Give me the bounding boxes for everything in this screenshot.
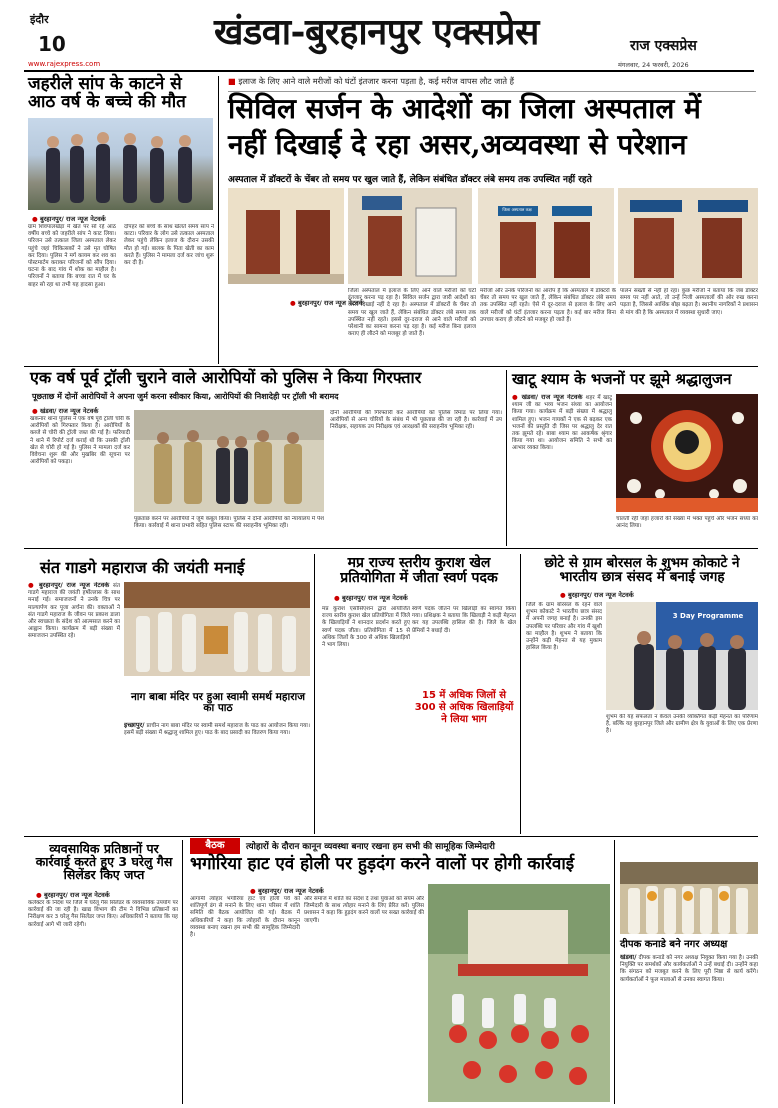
masthead-title: खंडवा-बुरहानपुर एक्सप्रेस xyxy=(214,11,539,53)
trolley-body: खकनार थाना पुलिस ने एक वर्ष पूर्व ट्रॉली चोरी के आरोपियों को गिरफ्तार किया है। आरोपियों के कब्जे से चोरी की ट्रॉली जब्त की गई है। फरियादी ने थाने में रिपोर्ट दर्ज कराई थी कि उसकी ट्रॉली खेत से चोरी हो गई है। पुलिस ने मामला दर्ज कर विवेचना शुरू की और मुखबिर की सूचना पर आरोपियों को पकड़ा। xyxy=(30,416,130,466)
lead-byline: ● बुरहानपुर/ राज न्यूज नेटवर्क xyxy=(290,299,364,307)
hospital-photo-3 xyxy=(478,188,614,284)
page-number: 10 xyxy=(38,32,66,56)
khatu-body-2: चालती रही जहां हजारों की संख्या में भक्त पहुंचे और भजन संध्या का आनंद लिया। xyxy=(616,516,758,530)
gas-body: कलेक्टर के निर्देश पर जिले में घरेलू गैस सिलेंडर के व्यवसायिक उपयोग पर कार्रवाई की जा रही है। खाद्य विभाग की टीम ने विभिन्न प्रतिष्ठानों का निरीक्षण कर 3 घरेलू गैस सिलेंडर जप्त किए। अधिकारियों ने बताया कि यह कार्रवाई आगे भी जारी रहेगी। xyxy=(28,900,178,928)
snake-column-rule xyxy=(218,76,219,364)
trolley-body-3: दोनों आरोपियों की गिरफ्तारी कर आरोपियों को पुलिस रिमांड पर लिया गया। आरोपियों से अन्य चोरियों के संबंध में भी पूछताछ की जा रही है। कार्रवाई में उप निरीक्षक, सहायक उप निरीक्षक एवं आरक्षकों की सराहनीय भूमिका रही। xyxy=(330,410,502,431)
hospital-door-image xyxy=(228,188,344,284)
borsal-body-2: शुभम की यह सफलता न केवल उनकी व्यक्तिगत कड़ी मेहनत का परिणाम है, बल्कि यह बुरहानपुर जिले और ग्रामीण क्षेत्र के युवाओं के लिए एक प्रेरणा है। xyxy=(606,714,758,735)
trolley-subhead: पूछताछ में दोनों आरोपियों ने अपना जुर्म करना स्वीकार किया, आरोपियों की निशादेही पर ट्रॉली भी बरामद xyxy=(32,392,339,401)
hospital-chamber-image xyxy=(478,188,614,284)
page-city: इंदौर xyxy=(30,13,49,26)
nag-baba-body: इच्छापुर/ प्राचीन नाग बाबा मंदिर पर स्वामी समर्थ महाराज के पाठ का आयोजन किया गया। इसमें बड़ी संख्या में श्रद्धालु शामिल हुए। पाठ के बाद प्रसादी का वितरण किया गया। xyxy=(124,722,310,737)
lead-body-col3: पालन सख्ती से नहीं हो रहा। कुछ मरीजों ने बताया कि जब डॉक्टर समय पर नहीं आते, तो उन्हें निजी अस्पतालों की ओर रुख करना पड़ता है, जिससे आर्थिक बोझ बढ़ता है। स्थानीय नागरिकों ने प्रशासन से मांग की है कि अस्पताल में व्यवस्था सुधारी जाए। xyxy=(620,288,758,316)
lead-photo-sign: जिला अस्पताल कक्ष xyxy=(502,207,532,212)
snake-headline: जहरीले सांप के काटने से आठ वर्ष के बच्चे की मौत xyxy=(28,74,186,112)
bhagoria-tag: बैठक xyxy=(190,838,240,854)
deepak-photo xyxy=(620,862,758,934)
trolley-byline: ● खंडवा/ राज न्यूज नेटवर्क xyxy=(32,407,99,415)
bhagoria-byline: ● बुरहानपुर/ राज न्यूज नेटवर्क xyxy=(250,887,324,895)
kurash-callout: 15 में अधिक जिलों से 300 से अधिक खिलाड़ियों ने लिया भाग xyxy=(414,690,514,725)
hospital-photo-4 xyxy=(618,188,758,284)
khatu-body: ● खंडवा/ राज न्यूज नेटवर्क शहर में खाटू श्याम जी का भव्य भजन संध्या का आयोजन किया गया। कार्यक्रम में बड़ी संख्या में श्रद्धालु शामिल हुए। भजन गायकों ने एक से बढ़कर एक भजनों की प्रस्तुति दी जिस पर श्रद्धालु देर रात तक झूमते रहे। बाबा श्याम का आकर्षक श्रृंगार किया गया था। आयोजन समिति ने सभी का आभार व्यक्त किया। xyxy=(512,394,612,452)
ceremony-group-image xyxy=(124,582,310,676)
lead-body-col2: मरीजों और उनके परिजनों का आरोप है कि अस्पताल में डॉक्टरों के चेंबर तो समय पर खुल जाते हैं, लेकिन संबंधित डॉक्टर लंबे समय तक उपस्थित नहीं रहते। ऐसे में दूर-दराज से इलाज के लिए आने वाले मरीजों को घंटों इंतजार करना पड़ता है। कई बार मरीज बिना उपचार कराए ही लौटने को मजबूर हो जाते हैं। xyxy=(480,288,616,323)
peace-committee-meeting-image xyxy=(428,884,610,1102)
snake-body: ग्राम शिवपालखेड़ा में खेत पर सो रहे आठ वर्षीय बच्चे को जहरीले सांप ने काट लिया। परिजन उसे तत्काल जिला अस्पताल लेकर पहुंचे जहां चिकित्सकों ने उसे मृत घोषित कर दिया। पुलिस ने मर्ग कायम कर शव का पोस्टमार्टम कराकर परिजनों को सौंप दिया। घटना के बाद गांव में शोक का माहौल है। परिजनों ने बताया कि बच्चा रात में घर के बाहर सो रहा था तभी यह हादसा हुआ। xyxy=(28,224,116,288)
bhagoria-body-2: और समाज में शांति का संदेश दें तथा युवाओं को संयम और जिम्मेदारी के साथ त्योहार मनाने के लिए प्रेरित करें। पुलिस प्रशासन ने कहा कि हुड़दंग करने वालों पर सख्त कार्रवाई की जाएगी। xyxy=(304,896,424,924)
khatu-photo xyxy=(616,394,758,512)
deepak-body: खंडवा/ दीपक कनाडे को नगर अध्यक्ष नियुक्त किया गया है। उनकी नियुक्ति पर समर्थकों और कार्यकर्ताओं ने उन्हें बधाई दी। उन्होंने कहा कि संगठन को मजबूत करने के लिए पूरी निष्ठा से कार्य करेंगे। कार्यकर्ताओं ने फूल मालाओं से उनका स्वागत किया। xyxy=(620,954,758,983)
gas-byline: ● बुरहानपुर/ राज न्यूज नेटवर्क xyxy=(36,891,110,899)
kurash-body-2: स्वर्ण पदक जीतने पर खिलाड़ी का स्वागत किया गया। प्रशिक्षक ने बताया कि खिलाड़ी ने कड़ी मेहनत कर यह उपलब्धि हासिल की है। जिले के खेल प्रेमियों ने बधाई दी। xyxy=(412,606,516,634)
kurash-body: मप्र कुराश एसोसिएशन द्वारा आयोजित राज्य स्तरीय कुराश खेल प्रतियोगिता में जिले के खिलाड़ियों ने शानदार प्रदर्शन करते हुए स्वर्ण पदक जीता। प्रतियोगिता में 15 से अधिक जिलों के 300 से अधिक खिलाड़ियों ने भाग लिया। xyxy=(322,606,410,649)
website-url: www.rajexpress.com xyxy=(28,60,101,68)
gas-headline: व्यवसायिक प्रतिष्ठानों पर कार्रवाई करते हुए 3 घरेलु गैस सिलेंडर किए जप्त xyxy=(35,841,173,883)
kurash-column-rule xyxy=(520,554,521,834)
khatu-headline: खाटू श्याम के भजनों पर झूमे श्रद्धालुजन xyxy=(512,370,732,388)
snake-byline: ● बुरहानपुर/ राज न्यूज नेटवर्क xyxy=(32,215,106,223)
bhagoria-photo xyxy=(428,884,610,1102)
gadge-photo xyxy=(124,582,310,676)
bhagoria-column-rule xyxy=(614,840,615,1104)
gadge-body: ● बुरहानपुर/ राज न्यूज नेटवर्क संत गाडगे महाराज की जयंती हर्षोल्लास के साथ मनाई गई। समाजजनों ने उनके चित्र पर माल्यार्पण कर पूजा अर्चना की। वक्ताओं ने संत गाडगे महाराज के जीवन पर प्रकाश डाला और स्वच्छता के संदेश को आत्मसात करने का आह्वान किया। कार्यक्रम में बड़ी संख्या में समाजजन उपस्थित रहे। xyxy=(28,582,120,640)
kurash-headline: मप्र राज्य स्तरीय कुराश खेल प्रतियोगिता में जीता स्वर्ण पदक xyxy=(340,555,498,586)
hospital-corridor-image xyxy=(348,188,472,284)
hospital-photo-2 xyxy=(348,188,472,284)
gadge-headline: संत गाडगे महाराज की जयंती मनाई xyxy=(40,558,245,577)
lead-headline-line1: सिविल सर्जन के आदेशों का जिला अस्पताल में xyxy=(228,92,701,125)
trolley-photo xyxy=(134,410,324,512)
felicitation-group-image xyxy=(620,862,758,934)
hospital-photo-1 xyxy=(228,188,344,284)
bhagoria-headline: भगोरिया हाट एवं होली पर हुड़दंग करने वालों पर होगी कार्रवाई xyxy=(190,854,575,874)
issue-date: मंगलवार, 24 फरवरी, 2026 xyxy=(618,61,689,69)
trolley-body-2: पूछताछ करने पर आरोपियों ने जुर्म कबूल किया। पुलिस ने दोनों आरोपियों को न्यायालय में पेश किया। कार्रवाई में थाना प्रभारी सहित पुलिस स्टाफ की सराहनीय भूमिका रही। xyxy=(134,516,324,530)
borsal-banner-text: 3 Day Programme xyxy=(672,612,744,620)
group-people-image xyxy=(28,118,213,210)
kurash-byline: ● बुरहानपुर/ राज न्यूज नेटवर्क xyxy=(334,594,408,602)
gadge-column-rule xyxy=(314,554,315,834)
police-group-image xyxy=(134,410,324,512)
borsal-body: जिले के ग्राम बोरसल के रहने वाले शुभम कोकाटे ने भारतीय छात्र संसद में अपनी जगह बनाई है। उनकी इस उपलब्धि पर परिवार और गांव में खुशी का माहौल है। शुभम ने बताया कि उन्होंने कड़ी मेहनत से यह मुकाम हासिल किया है। xyxy=(526,602,602,652)
deity-shrine-image xyxy=(616,394,758,512)
nag-baba-headline: नाग बाबा मंदिर पर हुआ स्वामी समर्थ महाराज का पाठ xyxy=(130,691,306,715)
section-rule-3 xyxy=(24,836,758,837)
section-rule-2 xyxy=(24,548,758,549)
brand-name: राज एक्सप्रेस xyxy=(630,38,697,54)
deepak-headline: दीपक कनाडे बने नगर अध्यक्ष xyxy=(620,939,728,950)
trolley-column-rule xyxy=(506,370,507,546)
bhagoria-kicker: त्योहारों के दौरान कानून व्यवस्था बनाए रखना हम सभी की सामूहिक जिम्मेदारी xyxy=(246,842,495,852)
trolley-headline: एक वर्ष पूर्व ट्रॉली चुराने वाले आरोपियों को पुलिस ने किया गिरफ्तार xyxy=(30,368,422,387)
borsal-byline: ● बुरहानपुर/ राज न्यूज नेटवर्क xyxy=(560,591,634,599)
gas-column-rule xyxy=(182,840,183,1104)
snake-photo xyxy=(28,118,213,210)
masthead-rule xyxy=(24,70,754,72)
borsal-headline: छोटे से ग्राम बोरसल के शुभम कोकाटे ने भारतीय छात्र संसद में बनाई जगह xyxy=(544,555,740,586)
lead-body-col1: जिला अस्पताल में इलाज के लिए आने वाले मरीजों को घंटों इंतजार करना पड़ रहा है। सिविल सर्जन द्वारा जारी आदेशों का असर दिखाई नहीं दे रहा है। अस्पताल में डॉक्टरों के चेंबर तो समय पर खुल जाते हैं, लेकिन संबंधित डॉक्टर लंबे समय तक उपस्थित नहीं रहते। इससे दूर-दराज से आने वाले मरीजों को परेशानी का सामना करना पड़ रहा है। कई मरीज बिना इलाज कराए ही लौटने को मजबूर हो जाते हैं। xyxy=(348,288,476,338)
bhagoria-body: आगामी त्योहार भगोरिया हाट एवं होली पर्व को शांतिपूर्ण ढंग से मनाने के लिए थाना परिसर में शांति समिति की बैठक आयोजित की गई। बैठक में अधिकारियों ने कहा कि त्योहारों के दौरान कानून व्यवस्था बनाए रखना हम सभी की सामूहिक जिम्मेदारी है। xyxy=(190,896,300,939)
hospital-waiting-image xyxy=(618,188,758,284)
section-rule-1 xyxy=(24,366,758,367)
lead-kicker: ■ इलाज के लिए आने वाले मरीजों को घंटों इंतजार करना पड़ता है, कई मरीज वापस लौट जाते हैं xyxy=(228,76,756,92)
lead-headline-line2: नहीं दिखाई दे रहा असर,अव्यवस्था से परेशान xyxy=(228,128,687,161)
snake-body-col2: दोपहर को बच्चे के साथ खेलते समय सांप ने काटा। परिवार के लोग उसे तत्काल अस्पताल लेकर पहुंचे लेकिन इलाज के दौरान उसकी मौत हो गई। बालक के पिता खेती का काम करते हैं। पुलिस ने मामला दर्ज कर जांच शुरू कर दी है। xyxy=(124,224,214,267)
lead-subhead: अस्पताल में डॉक्टरों के चेंबर तो समय पर खुल जाते हैं, लेकिन संबंधित डॉक्टर लंबे समय तक उपस्थित नहीं रहते xyxy=(228,175,592,185)
